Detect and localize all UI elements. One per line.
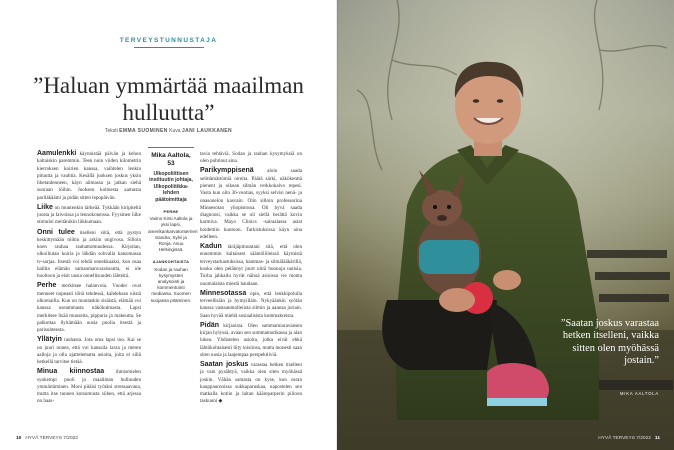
paragraph-text: tavia tehtäviä. Sodan ja rauhan kysymyksiä on olen pohtinut aina. (200, 151, 302, 165)
paragraph-text: on muutenkin tärkeää. Tykkään kiripiteltä juosta ja laivoissa ja lennokoneissa. Fyysinen liike stimuloi meitänikin liikkumaan. (37, 204, 141, 226)
family-text: Vaimo Kirsi Aaltola ja yksi lapsi, amerikankarvatonterrieri Sandra, Sylvi ja Ronja. Asuu Helsingissä. (148, 216, 198, 253)
profile-sidebar (148, 147, 198, 304)
paragraph-lead: Yllätyin (37, 336, 62, 344)
paragraph (200, 243, 302, 288)
paragraph-text: täräjäpituuntani sitä, että olen ennemmin kaltaisest sääntöliileissä käymistä terveystarkastuksissa, hammas- ja silmälääkärillä, koska olen pelännyt juurt niitä huonoja uutisia. Turha jahkailu hyvät näissä asioissa vie monta uuomalaista miestä haudaan. (200, 244, 302, 287)
portrait-photo (337, 0, 674, 450)
paragraph-text: merkitsee halanvoia. Vuoder ovat menneet nopeasti töitä tehdessä, kahdeksan niistä ulkomailla. Kun on muutaskin sisäistä, elämää voi kanssa useammasta näkökulmasta. Lapsi merkitsee lisää muuseita, pippuria ja makeutta. Se palkottaa llyitämään uusia puolia itsestä ja parisuhteesta. (37, 283, 141, 334)
pull-quote: ”Saatan joskus varastaa hetken itselleni, vaikka sitten olen myöhässä jostain.” (560, 318, 659, 367)
paragraph-lead: Pidän (200, 321, 220, 329)
paragraph-lead: Kadun (200, 243, 222, 251)
magazine-name: HYVÄ TERVEYS 7/2022 (25, 436, 78, 441)
headline: ”Haluan ymmärtää maailman hulluutta” (33, 73, 304, 125)
paragraph-lead: Perhe (37, 282, 57, 290)
byline-text-label: Teksti (104, 128, 118, 134)
paragraph (37, 150, 141, 202)
magazine-name: HYVÄ TERVEYS 7/2022 (598, 436, 651, 441)
current-text: Sodan ja rauhan kysymysten analysointi ja kommentointi mediassa. Suomen suojassa pitäminen. (150, 266, 192, 303)
paragraph-text: aloin saada selittämättömiä oireita. Päätä särki, näkökenttä pienent ja oikean silmän verkkokalvo repesi. Vasta kun olin 36-vuotias, syyksi selvisi nenä- ja onasonelon kasvain. Olin silloin professorina Minnesotan yliopistossa. Oli hyvä saada diagnoosi, vaikka se oli siellä herättä kovin karmiva. Mayo Clinics -sairaalassa astat hoidettiin kuntoon. Tarkistuksissa käyn aina edelleen. (200, 168, 302, 241)
paragraph-text: opin, että lenkkipolulla terveellisiän ja hymyilläin. Nykyäänkin syötän kanssa vastaanmolleiista silmin ja aaneaa joriain. Saan hyvää mieltä sosiaalisista kommakreista. (200, 290, 302, 319)
article-column-2 (200, 150, 302, 408)
paragraph-lead: Saatan joskus (200, 361, 249, 368)
paragraph (37, 282, 141, 334)
paragraph (37, 368, 141, 405)
paragraph-text: ihmismielen synkempi puoli ja maailman hulluuden ymmärtäminen. Moni pitäisi työtäni stressaavana, mutta itse tunnen kutsumusta siihen, että arjessa on haas- (37, 369, 141, 405)
family-label: PERHE (163, 209, 179, 215)
photo-page (337, 0, 674, 450)
byline-photo-label: Kuva (169, 128, 181, 134)
paragraph-text: varastaa hetken itselleni ja vain pysähtyä, vaikka olen siten myöhässä joskin. Vähän samasta on kyse, kun osran kauppaurnoissa sukkaparuskaa, napostelen sen matkalla kotiin ja laitan kääreparperin piiloon taskuuni ◆ (200, 362, 303, 405)
paragraph-lead: Parikymppisenä (200, 167, 254, 175)
sidebar-rule (148, 147, 194, 148)
paragraph (37, 229, 141, 281)
paragraph-text: käynnistää päivän ja kehon kaltaiskin paremmin. Teen noin viiden kilometrin kierroksen koirien kanssa, vaihtelen lenkin pituutta ja vauhtia. Kesällä juoksen joskus yksin lihetanlenneen, käyn aiimassa ja jatkan siehä suoraan töihin. Juoksen kolmesta aamusta pariläkäämi ja pidän sitten lepopäivän. (37, 151, 141, 201)
profile-name: Mika Aaltola, 53 (151, 152, 191, 167)
section-kicker: TERVEYSTUNNUSTAJA (119, 37, 218, 44)
kicker-rule (134, 47, 204, 48)
paragraph-lead: Liike (37, 203, 53, 211)
byline-author: EMMA SUOMINEN (119, 128, 168, 134)
paragraph-lead: Onni tulee (37, 228, 75, 236)
page-gutter (336, 0, 338, 450)
current-label: AJANKOHTAISTA (152, 259, 190, 265)
paragraph (37, 336, 141, 366)
byline (0, 128, 337, 134)
paragraph (200, 150, 302, 166)
paragraph-text: itselleni siitä, että pystyn keskittymään töihin ja arkiin ongivosa. Silloin koen rauhaa rauhattomuudessa. Kirjoitan, ulkoiliutan koiria ja lähdän sohvalla katsomassa tv-sarjaa. Itsestä voi tehdä onnekkaaksi, kun osaa hallita elämän samanmanvaraisuutta, ei ole huoltoon ja eisit uusia onnellisuuden lähteitä. (37, 229, 141, 280)
profile-title: Ulkopoliittisen instituutin johtaja, Ulkopoliitikka-lehden päätoimittaja (149, 171, 193, 203)
page-number: 11 (654, 436, 660, 441)
paragraph (200, 361, 302, 406)
paragraph-text: rauhasta. Jota oma lapsi tuo. Kai se on juuri onnea, että voi kanssila laxta ja meren aalloja ja olla ajattelematta asioita, joita ei sillä hetkellä tarvitse tietää. (37, 337, 141, 366)
paragraph-lead: Aamulenkki (37, 150, 77, 157)
paragraph-text: kirjaoista. Olen sammamiaravansen kirjan hylyssä, avaan sen summamutikassa ja alan lukea. Yhdistelen asioita, jotka eivät ehkä lähtökohtaisesti liity toisiinsa, mutta monesti saan siten uusia ja laajempaa perspektiiviä. (200, 322, 302, 358)
paragraph (37, 204, 141, 227)
paragraph (200, 167, 302, 241)
paragraph (200, 290, 302, 320)
page-number: 10 (16, 436, 22, 441)
byline-photographer: JANI LAUKKANEN (181, 128, 233, 134)
article-column-1 (37, 150, 141, 408)
folio-left (16, 436, 78, 441)
folio-right (590, 436, 660, 441)
paragraph (200, 322, 302, 359)
paragraph-lead: Minnesotassa (200, 289, 247, 297)
quote-attribution: MIKA AALTOLA (619, 391, 659, 396)
paragraph-lead: Minua kiinnostaa (37, 368, 105, 376)
